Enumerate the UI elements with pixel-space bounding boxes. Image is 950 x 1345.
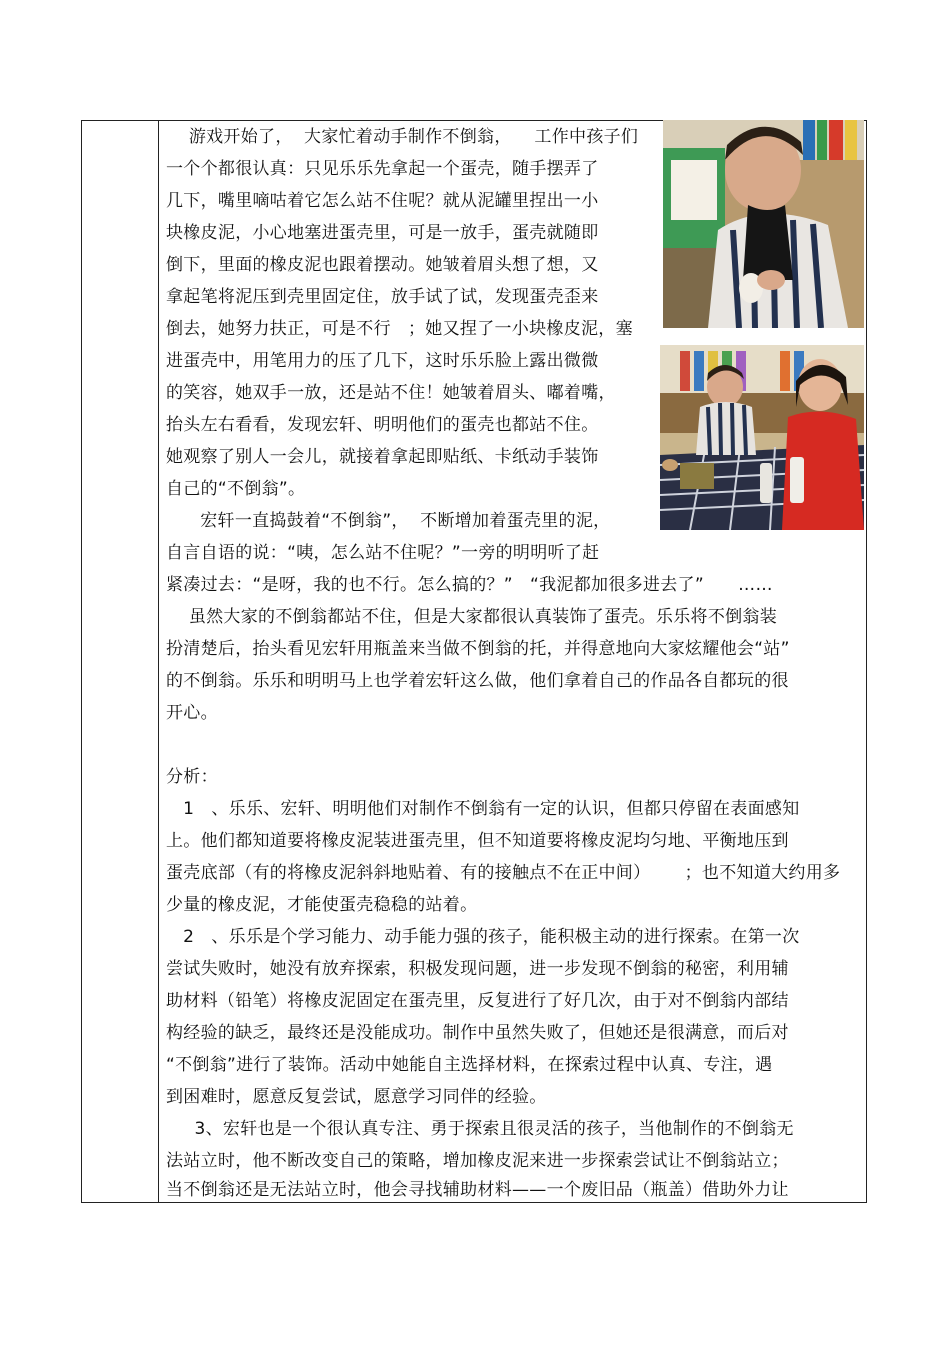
story-line: 几下，嘴里嘀咕着它怎么站不住呢？就从泥罐里捏出一小 [166, 191, 599, 211]
analysis-line: 当不倒翁还是无法站立时，他会寻找辅助材料——一个废旧品（瓶盖）借助外力让 [166, 1180, 789, 1200]
story-line: 一个个都很认真：只见乐乐先拿起一个蛋壳，随手摆弄了 [166, 159, 599, 179]
analysis-line: 尝试失败时，她没有放弃探索，积极发现问题，进一步发现不倒翁的秘密，利用辅 [166, 959, 789, 979]
photo-children-at-table [660, 345, 864, 530]
story-line: 的笑容，她双手一放，还是站不住！她皱着眉头、嘟着嘴， [166, 383, 616, 403]
story-line: 紧凑过去：“是呀，我的也不行。怎么搞的？” “我泥都加很多进去了” …… [166, 575, 773, 595]
analysis-line: 少量的橡皮泥，才能使蛋壳稳稳的站着。 [166, 895, 478, 915]
analysis-line: 到困难时，愿意反复尝试，愿意学习同伴的经验。 [166, 1087, 547, 1107]
story-line: 的不倒翁。乐乐和明明马上也学着宏轩这么做，他们拿着自己的作品各自都玩的很 [166, 671, 789, 691]
story-line: 开心。 [166, 703, 218, 723]
story-line: 自己的“不倒翁”。 [166, 479, 306, 499]
analysis-line: 法站立时，他不断改变自己的策略，增加橡皮泥来进一步探索尝试让不倒翁站立； [166, 1151, 789, 1171]
story-line: 游戏开始了， 大家忙着动手制作不倒翁， 工作中孩子们 [166, 127, 639, 147]
analysis-line: “不倒翁”进行了装饰。活动中她能自主选择材料，在探索过程中认真、专注，遇 [166, 1055, 773, 1075]
analysis-line: 2 、乐乐是个学习能力、动手能力强的孩子，能积极主动的进行探索。在第一次 [166, 927, 800, 947]
column-divider [158, 120, 159, 1203]
photo-child-making-tumbler [663, 120, 864, 328]
story-line: 自言自语的说：“咦，怎么站不住呢？”一旁的明明听了赶 [166, 543, 600, 563]
story-line: 倒去，她努力扶正，可是不行 ；她又捏了一小块橡皮泥，塞 [166, 319, 633, 339]
analysis-line: 上。他们都知道要将橡皮泥装进蛋壳里，但不知道要将橡皮泥均匀地、平衡地压到 [166, 831, 789, 851]
story-line: 抬头左右看看，发现宏轩、明明他们的蛋壳也都站不住。 [166, 415, 599, 435]
story-line: 扮清楚后，抬头看见宏轩用瓶盖来当做不倒翁的托，并得意地向大家炫耀他会“站” [166, 639, 790, 659]
story-line: 进蛋壳中，用笔用力的压了几下，这时乐乐脸上露出微微 [166, 351, 599, 371]
analysis-line: 蛋壳底部（有的将橡皮泥斜斜地贴着、有的接触点不在正中间） ；也不知道大约用多 [166, 863, 841, 883]
story-line: 块橡皮泥，小心地塞进蛋壳里，可是一放手，蛋壳就随即 [166, 223, 599, 243]
story-line: 拿起笔将泥压到壳里固定住，放手试了试，发现蛋壳歪来 [166, 287, 599, 307]
story-line: 宏轩一直捣鼓着“不倒翁”， 不断增加着蛋壳里的泥， [166, 511, 611, 531]
analysis-heading: 分析： [166, 767, 218, 787]
analysis-line: 3、宏轩也是一个很认真专注、勇于探索且很灵活的孩子，当他制作的不倒翁无 [166, 1119, 794, 1139]
story-line: 她观察了别人一会儿，就接着拿起即贴纸、卡纸动手装饰 [166, 447, 599, 467]
story-line: 倒下，里面的橡皮泥也跟着摆动。她皱着眉头想了想，又 [166, 255, 599, 275]
analysis-line: 1 、乐乐、宏轩、明明他们对制作不倒翁有一定的认识，但都只停留在表面感知 [166, 799, 800, 819]
analysis-line: 构经验的缺乏，最终还是没能成功。制作中虽然失败了，但她还是很满意，而后对 [166, 1023, 789, 1043]
analysis-line: 助材料（铅笔）将橡皮泥固定在蛋壳里，反复进行了好几次，由于对不倒翁内部结 [166, 991, 789, 1011]
story-line: 虽然大家的不倒翁都站不住，但是大家都很认真装饰了蛋壳。乐乐将不倒翁装 [166, 607, 778, 627]
